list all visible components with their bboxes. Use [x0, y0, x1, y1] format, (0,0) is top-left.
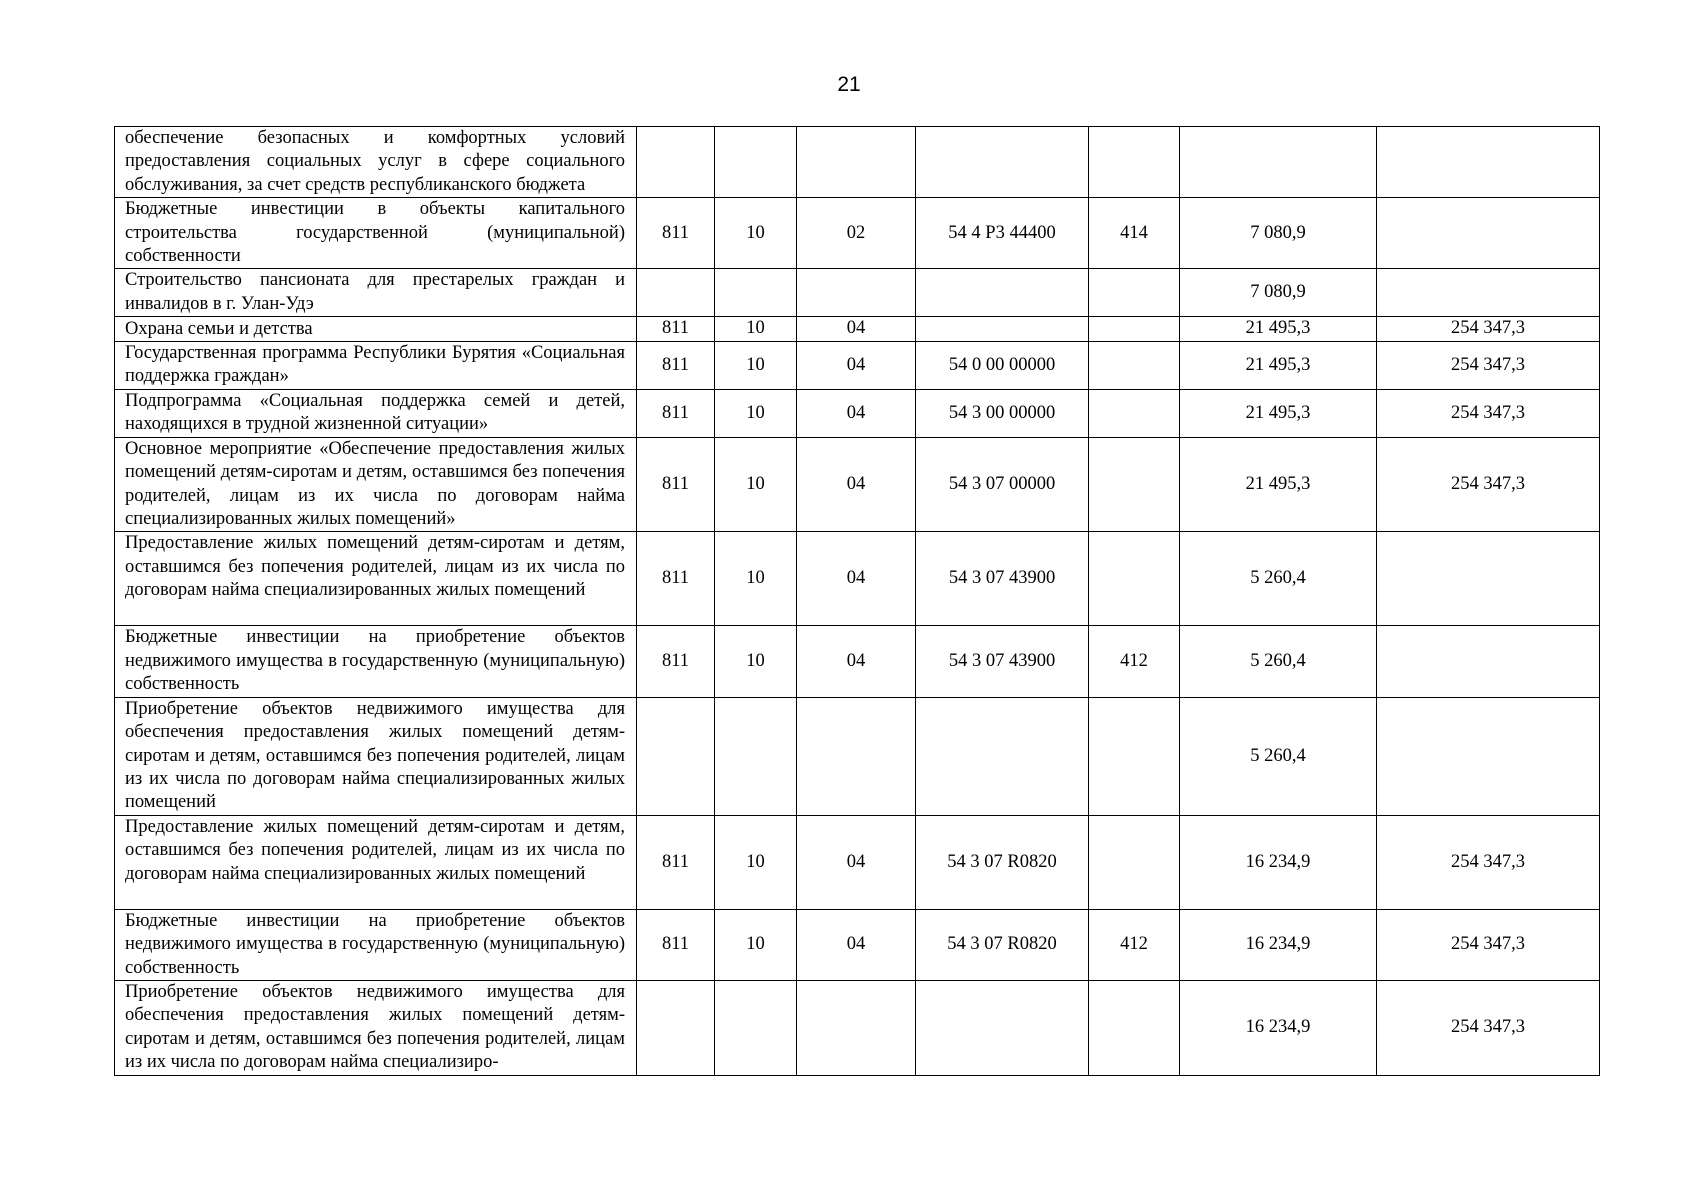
amount-1: 16 234,9 — [1180, 980, 1377, 1075]
expense-type-code: 412 — [1089, 626, 1180, 697]
grbs-code — [637, 980, 715, 1075]
expense-type-code — [1089, 437, 1180, 532]
row-name: Бюджетные инвестиции на приобретение объектов недвижимого имущества в государственную (муниципальную) собственность — [115, 909, 637, 980]
expense-type-code — [1089, 389, 1180, 437]
target-article-code — [916, 980, 1089, 1075]
amount-1: 16 234,9 — [1180, 909, 1377, 980]
subsection-code: 04 — [797, 341, 916, 389]
subsection-code: 04 — [797, 532, 916, 626]
amount-1: 21 495,3 — [1180, 317, 1377, 341]
section-code — [715, 269, 797, 317]
grbs-code: 811 — [637, 341, 715, 389]
amount-2: 254 347,3 — [1377, 317, 1600, 341]
target-article-code: 54 3 07 R0820 — [916, 909, 1089, 980]
grbs-code: 811 — [637, 532, 715, 626]
section-code: 10 — [715, 317, 797, 341]
amount-2 — [1377, 532, 1600, 626]
table-row — [115, 909, 1600, 980]
subsection-code: 04 — [797, 437, 916, 532]
subsection-code: 02 — [797, 198, 916, 269]
expense-type-code — [1089, 532, 1180, 626]
target-article-code: 54 0 00 00000 — [916, 341, 1089, 389]
target-article-code — [916, 269, 1089, 317]
row-name: Бюджетные инвестиции в объекты капитального строительства государственной (муниципальной) собственности — [115, 198, 637, 269]
subsection-code — [797, 127, 916, 198]
row-name: Строительство пансионата для престарелых граждан и инвалидов в г. Улан-Удэ — [115, 269, 637, 317]
table-row — [115, 269, 1600, 317]
amount-1: 7 080,9 — [1180, 269, 1377, 317]
expense-type-code — [1089, 317, 1180, 341]
section-code: 10 — [715, 815, 797, 909]
section-code — [715, 127, 797, 198]
expense-type-code: 414 — [1089, 198, 1180, 269]
expense-type-code — [1089, 980, 1180, 1075]
amount-2 — [1377, 127, 1600, 198]
amount-1: 5 260,4 — [1180, 532, 1377, 626]
target-article-code — [916, 697, 1089, 815]
section-code — [715, 980, 797, 1075]
amount-2 — [1377, 198, 1600, 269]
target-article-code: 54 4 P3 44400 — [916, 198, 1089, 269]
target-article-code: 54 3 07 R0820 — [916, 815, 1089, 909]
table-row — [115, 127, 1600, 198]
row-name: Предоставление жилых помещений детям-сиротам и детям, оставшимся без попечения родителей, лицам из их числа по договорам найма специализированных жилых помещений — [115, 815, 637, 909]
target-article-code — [916, 127, 1089, 198]
section-code: 10 — [715, 389, 797, 437]
expense-type-code — [1089, 697, 1180, 815]
grbs-code: 811 — [637, 815, 715, 909]
expense-type-code — [1089, 269, 1180, 317]
amount-2 — [1377, 626, 1600, 697]
budget-table — [114, 126, 1600, 1076]
page-number: 21 — [837, 73, 861, 96]
grbs-code: 811 — [637, 909, 715, 980]
section-code: 10 — [715, 341, 797, 389]
table-row — [115, 815, 1600, 909]
section-code: 10 — [715, 198, 797, 269]
subsection-code — [797, 269, 916, 317]
subsection-code: 04 — [797, 815, 916, 909]
grbs-code: 811 — [637, 198, 715, 269]
amount-1: 16 234,9 — [1180, 815, 1377, 909]
amount-2 — [1377, 697, 1600, 815]
section-code — [715, 697, 797, 815]
expense-type-code — [1089, 127, 1180, 198]
target-article-code: 54 3 07 43900 — [916, 626, 1089, 697]
amount-2: 254 347,3 — [1377, 389, 1600, 437]
expense-type-code: 412 — [1089, 909, 1180, 980]
subsection-code — [797, 697, 916, 815]
subsection-code: 04 — [797, 317, 916, 341]
section-code: 10 — [715, 437, 797, 532]
amount-2: 254 347,3 — [1377, 980, 1600, 1075]
grbs-code — [637, 697, 715, 815]
grbs-code: 811 — [637, 317, 715, 341]
amount-2: 254 347,3 — [1377, 341, 1600, 389]
amount-2: 254 347,3 — [1377, 815, 1600, 909]
table-row — [115, 198, 1600, 269]
row-name: Приобретение объектов недвижимого имущества для обеспечения предоставления жилых помещений детям-сиротам и детям, оставшимся без попечения родителей, лицам из их числа по договорам найма специализиро- — [115, 980, 637, 1075]
row-name: Государственная программа Республики Бурятия «Социальная поддержка граждан» — [115, 341, 637, 389]
row-name: Бюджетные инвестиции на приобретение объектов недвижимого имущества в государственную (муниципальную) собственность — [115, 626, 637, 697]
subsection-code — [797, 980, 916, 1075]
subsection-code: 04 — [797, 909, 916, 980]
grbs-code: 811 — [637, 626, 715, 697]
target-article-code — [916, 317, 1089, 341]
target-article-code: 54 3 07 00000 — [916, 437, 1089, 532]
grbs-code: 811 — [637, 389, 715, 437]
section-code: 10 — [715, 532, 797, 626]
amount-2 — [1377, 269, 1600, 317]
table-row — [115, 317, 1600, 341]
amount-1: 21 495,3 — [1180, 437, 1377, 532]
grbs-code: 811 — [637, 437, 715, 532]
table-row — [115, 980, 1600, 1075]
expense-type-code — [1089, 341, 1180, 389]
amount-1: 7 080,9 — [1180, 198, 1377, 269]
section-code: 10 — [715, 909, 797, 980]
table-row — [115, 697, 1600, 815]
amount-1 — [1180, 127, 1377, 198]
row-name: Приобретение объектов недвижимого имущества для обеспечения предоставления жилых помещений детям-сиротам и детям, оставшимся без попечения родителей, лицам из их числа по договорам найма специализированных жилых помещений — [115, 697, 637, 815]
table-row — [115, 532, 1600, 626]
table-row — [115, 626, 1600, 697]
row-name: Основное мероприятие «Обеспечение предоставления жилых помещений детям-сиротам и детям, оставшимся без попечения родителей, лицам из их числа по договорам найма специализированных жилых помещений» — [115, 437, 637, 532]
row-name: обеспечение безопасных и комфортных условий предоставления социальных услуг в сфере социального обслуживания, за счет средств республиканского бюджета — [115, 127, 637, 198]
amount-2: 254 347,3 — [1377, 909, 1600, 980]
row-name: Предоставление жилых помещений детям-сиротам и детям, оставшимся без попечения родителей, лицам из их числа по договорам найма специализированных жилых помещений — [115, 532, 637, 626]
table-row — [115, 437, 1600, 532]
subsection-code: 04 — [797, 626, 916, 697]
section-code: 10 — [715, 626, 797, 697]
amount-1: 21 495,3 — [1180, 389, 1377, 437]
amount-1: 21 495,3 — [1180, 341, 1377, 389]
row-name: Подпрограмма «Социальная поддержка семей и детей, находящихся в трудной жизненной ситуации» — [115, 389, 637, 437]
row-name: Охрана семьи и детства — [115, 317, 637, 341]
subsection-code: 04 — [797, 389, 916, 437]
table-row — [115, 389, 1600, 437]
amount-2: 254 347,3 — [1377, 437, 1600, 532]
target-article-code: 54 3 00 00000 — [916, 389, 1089, 437]
amount-1: 5 260,4 — [1180, 626, 1377, 697]
table-row — [115, 341, 1600, 389]
target-article-code: 54 3 07 43900 — [916, 532, 1089, 626]
amount-1: 5 260,4 — [1180, 697, 1377, 815]
expense-type-code — [1089, 815, 1180, 909]
grbs-code — [637, 127, 715, 198]
grbs-code — [637, 269, 715, 317]
